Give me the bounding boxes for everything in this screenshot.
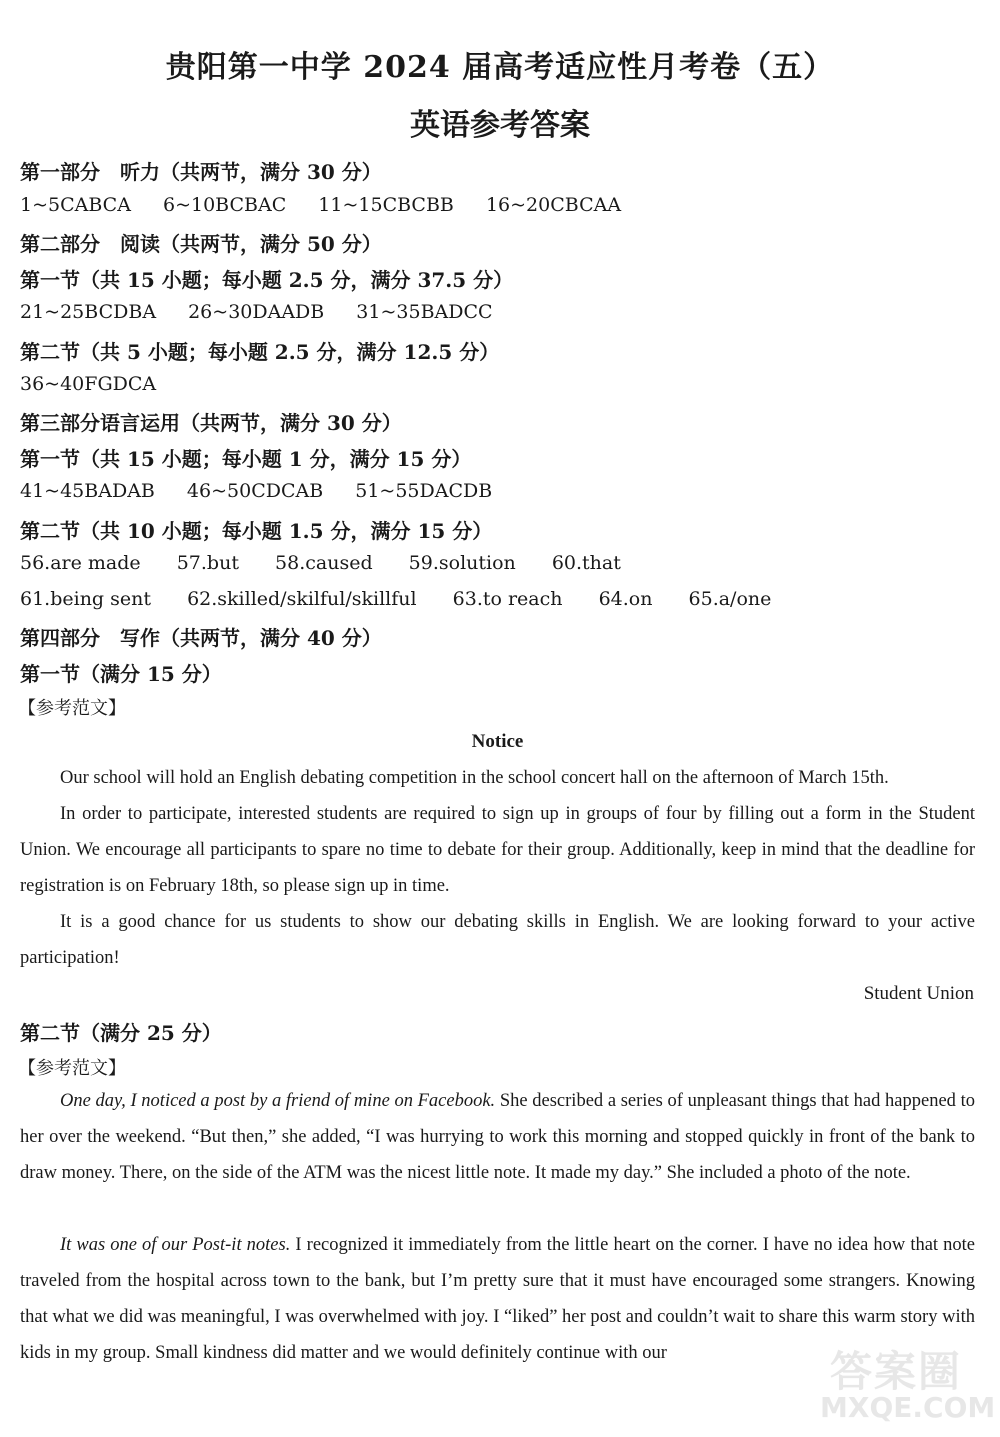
story-p2-opening: It was one of our Post-it notes. [60,1235,291,1255]
answer-item: 64.on [598,588,653,610]
answer-item: 65.a/one [688,588,772,610]
answer-group: 36~40FGDCA [20,373,157,395]
part2-sec1-heading: 第一节（共 15 小题；每小题 2.5 分，满分 37.5 分） [20,268,514,292]
notice-signature: Student Union [863,983,974,1004]
answer-group: 11~15CBCBB [318,194,454,216]
answer-item: 62.skilled/skilful/skillful [187,588,417,610]
answer-item: 61.being sent [20,588,152,610]
answer-group: 21~25BCDBA [20,301,157,323]
story-p1-body: She described a series of unpleasant things that had happened to her over the weekend. “But then,” she added, “I was hurrying to work this morning and stopped quickly in front of the bank to draw money. There, on the side of the ATM was the nicest little note. It made my day.” She included a photo of the note. [20,1091,975,1183]
answer-item: 57.but [176,552,239,574]
notice-paragraph-3: It is a good chance for us students to show our debating skills in English. We are looking forward to your active participation! [20,912,975,968]
answer-item: 60.that [551,552,621,574]
notice-paragraph-2: In order to participate, interested students are required to sign up in groups of four by filling out a form in the Student Union. We encourage all participants to spare no time to debate for their group. Additionally, keep in mind that the deadline for registration is on February 18th, so please sign up in time. [20,804,975,896]
part2-sec1-answers [20,301,519,323]
part2-heading: 第二部分 阅读（共两节，满分 50 分） [20,232,382,256]
story-p1-opening: One day, I noticed a post by a friend of mine on Facebook. [60,1091,496,1111]
answer-group: 6~10BCBAC [162,194,287,216]
part1-answers [20,194,647,216]
sample-label-2: 【参考范文】 [18,1058,126,1079]
part4-heading: 第四部分 写作（共两节，满分 40 分） [20,626,382,650]
part3-heading: 第三部分语言运用（共两节，满分 30 分） [20,411,402,435]
answer-item: 56.are made [20,552,141,574]
answer-group: 51~55DACDB [355,480,493,502]
sample-label: 【参考范文】 [18,698,126,719]
part2-sec2-answers [20,373,182,395]
watermark-url: MXQE.COM [820,1391,996,1424]
answer-item: 63.to reach [452,588,563,610]
part4-sec2-heading: 第二节（满分 25 分） [20,1021,222,1045]
watermark-text: 答案圈 [830,1347,963,1396]
answer-group: 31~35BADCC [356,301,493,323]
answer-group: 26~30DAADB [188,301,325,323]
part3-sec1-heading: 第一节（共 15 小题；每小题 1 分，满分 15 分） [20,447,472,471]
notice-paragraph-1: Our school will hold an English debating competition in the school concert hall on the afternoon of March 15th. [60,768,889,788]
page-title: 贵阳第一中学 2024 届高考适应性月考卷（五） [165,50,835,85]
answer-item: 58.caused [275,552,373,574]
answer-item: 59.solution [408,552,516,574]
answer-group: 1~5CABCA [20,194,131,216]
part1-heading: 第一部分 听力（共两节，满分 30 分） [20,160,382,184]
part3-sec2-row1 [20,552,651,574]
part3-sec2-heading: 第二节（共 10 小题；每小题 1.5 分，满分 15 分） [20,519,493,543]
part3-sec1-answers [20,480,518,502]
watermark-logo [820,1339,996,1429]
answer-group: 41~45BADAB [20,480,155,502]
part4-sec1-heading: 第一节（满分 15 分） [20,662,222,686]
story-p2-body: I recognized it immediately from the little heart on the corner. I have no idea how that note traveled from the hospital across town to the bank, but I’m pretty sure that it must have encouraged some strangers. Knowing that what we did was meaningful, I was overwhelmed with joy. I “liked” her post and couldn’t wait to share this warm story with kids in my group. Small kindness did matter and we would definitely continue with our [20,1235,975,1363]
part2-sec2-heading: 第二节（共 5 小题；每小题 2.5 分，满分 12.5 分） [20,340,500,364]
story-paragraph-1 [20,1083,975,1191]
part3-sec2-row2 [20,588,801,610]
notice-title: Notice [471,731,524,752]
answer-group: 46~50CDCAB [186,480,324,502]
page-subtitle: 英语参考答案 [410,108,590,143]
answer-group: 16~20CBCAA [485,194,622,216]
